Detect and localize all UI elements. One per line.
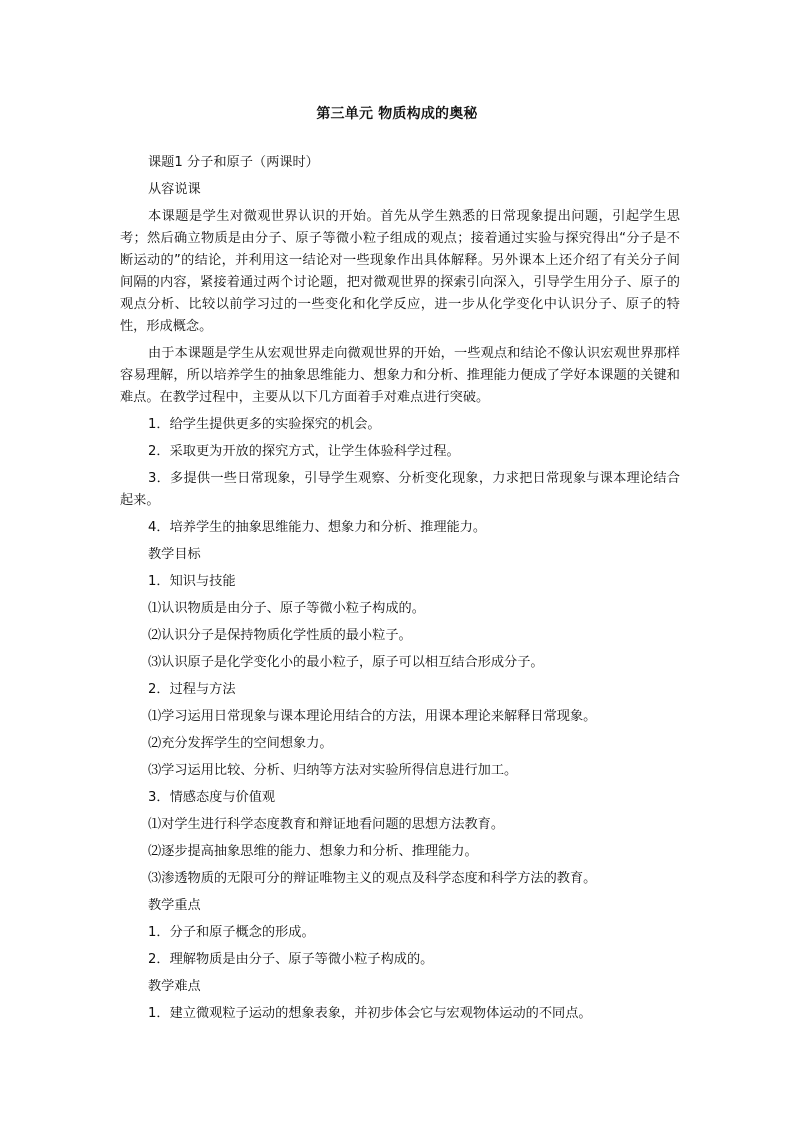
document-title: 第三单元 物质构成的奥秘: [316, 106, 478, 122]
goal-item: ⑴学习运用日常现象与课本理论用结合的方法，用课本理论来解释日常现象。: [148, 709, 597, 724]
goal-heading-process: 2．过程与方法: [148, 682, 236, 697]
list-item-2: 2．采取更为开放的探究方式，让学生体验科学过程。: [148, 444, 460, 459]
goal-item: ⑵充分发挥学生的空间想象力。: [148, 736, 333, 751]
goal-heading-knowledge: 1．知识与技能: [148, 574, 236, 589]
key-point-item: 2．理解物质是由分子、原子等微小粒子构成的。: [148, 952, 434, 967]
goal-item: ⑵认识分子是保持物质化学性质的最小粒子。: [148, 628, 412, 643]
section-heading-difficulties: 教学难点: [148, 979, 201, 994]
list-item-3: 3．多提供一些日常现象，引导学生观察、分析变化现象，力求把日常现象与课本理论结合起来。: [120, 471, 680, 508]
goal-item: ⑴对学生进行科学态度教育和辩证地看问题的思想方法教育。: [148, 817, 505, 832]
paragraph-intro: 本课题是学生对微观世界认识的开始。首先从学生熟悉的日常现象提出问题，引起学生思考；然后确立物质是由分子、原子等微小粒子组成的观点；接着通过实验与探究得出“分子是不断运动的”的结论，并利用这一结论对一些现象作出具体解释。另外课本上还介绍了有关分子间间隔的内容，紧接着通过两个讨论题，把对微观世界的探索引向深入，引导学生用分子、原子的观点分析、比较以前学习过的一些变化和化学反应，进一步从化学变化中认识分子、原子的特性，形成概念。: [120, 209, 680, 334]
section-heading-goals: 教学目标: [148, 547, 201, 562]
goal-item: ⑴认识物质是由分子、原子等微小粒子构成的。: [148, 601, 425, 616]
goal-item: ⑶学习运用比较、分析、归纳等方法对实验所得信息进行加工。: [148, 763, 518, 778]
document-body: [120, 152, 680, 1030]
key-point-item: 1．分子和原子概念的形成。: [148, 925, 315, 940]
goal-item: ⑶渗透物质的无限可分的辩证唯物主义的观点及科学态度和科学方法的教育。: [148, 871, 597, 886]
list-item-4: 4．培养学生的抽象思维能力、想象力和分析、推理能力。: [148, 520, 487, 535]
goal-item: ⑵逐步提高抽象思维的能力、想象力和分析、推理能力。: [148, 844, 478, 859]
section-heading-lecture: 从容说课: [148, 182, 201, 197]
goal-heading-attitude: 3．情感态度与价值观: [148, 790, 276, 805]
list-item-1: 1．给学生提供更多的实验探究的机会。: [148, 417, 381, 432]
section-heading-key-points: 教学重点: [148, 898, 201, 913]
paragraph-difficulty: 由于本课题是学生从宏观世界走向微观世界的开始，一些观点和结论不像认识宏观世界那样容易理解，所以培养学生的抽象思维能力、想象力和分析、推理能力便成了学好本课题的关键和难点。在教学过程中，主要从以下几方面着手对难点进行突破。: [120, 346, 680, 405]
difficulty-item: 1．建立微观粒子运动的想象表象，并初步体会它与宏观物体运动的不同点。: [148, 1006, 592, 1021]
goal-item: ⑶认识原子是化学变化小的最小粒子，原子可以相互结合形成分子。: [148, 655, 544, 670]
lesson-heading: 课题1 分子和原子（两课时）: [148, 155, 319, 170]
